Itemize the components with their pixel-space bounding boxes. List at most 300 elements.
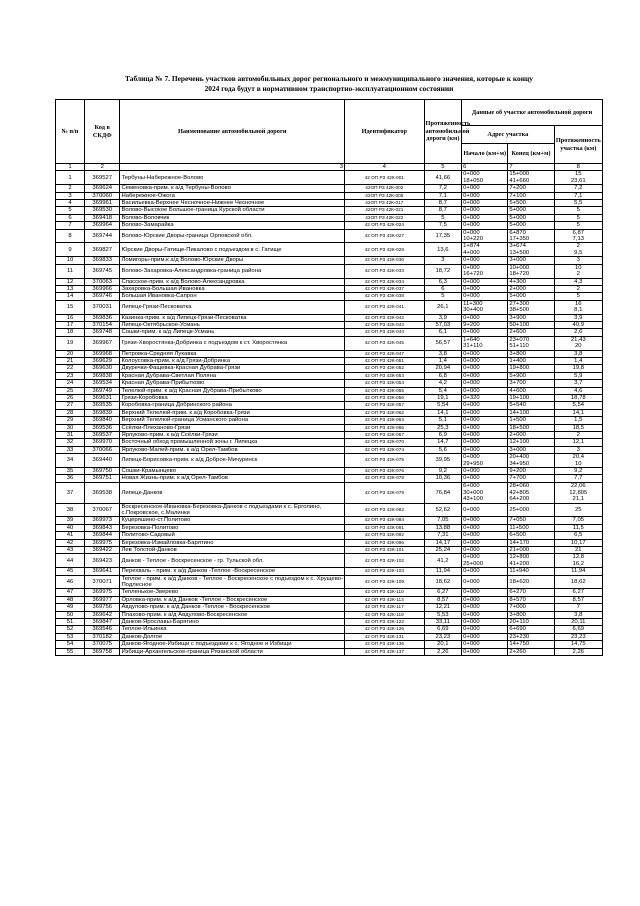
section-start-cell [462,329,508,336]
road-length: 11,94 [424,568,462,575]
section-length-cell [554,482,602,503]
road-length: 9,2 [424,468,462,475]
section-length: 18,78 [570,395,586,401]
section-length-cell [554,503,602,517]
section-end-cell [508,321,554,328]
header-road-name: Наименование автомобильной дороги [120,100,345,164]
section-length-cell [554,264,602,278]
section-start: 0+000 [463,568,480,575]
column-number: 5 [424,164,462,171]
section-length: 3,9 [574,314,583,321]
section-start-cell [462,633,508,640]
road-name: Авдулово-прим. к а/д Данков -Теплое - Воскресенское [120,604,345,611]
road-length: 52,62 [424,503,462,517]
section-end: 11+500 [509,524,529,531]
road-name: Волово-Воловчик [120,214,345,221]
table-row [56,641,603,648]
row-number: 47 [56,589,85,596]
section-start: 0+000 [463,314,480,321]
header-section-data: Данные об участке автомобильной дороги [462,100,603,126]
road-identifier: 42 ОП РЗ 42К-074 [345,446,425,453]
section-start-cell [462,641,508,648]
road-identifier: 42 ОП РЗ 42К-103 [345,568,425,575]
section-length-cell [554,278,602,285]
road-length: 6,3 [424,278,462,285]
road-name: Семеновка-прим. к а/д Тербуны-Волово [120,185,345,192]
road-length: 14,17 [424,539,462,546]
section-length: 12,805 [569,489,588,496]
road-name: Ломигоры-прим.к а/д Волово-Юрские Дворы [120,257,345,264]
skdf-code: 370031 [85,300,120,314]
column-number: 6 [462,164,508,171]
row-number: 51 [56,619,85,626]
road-length: 17,35 [424,229,462,243]
section-end: 7+700 [509,475,526,482]
table-row [56,503,603,517]
road-length: 7,5 [424,222,462,229]
table-row [56,517,603,524]
column-number: 8 [554,164,602,171]
section-length-cell [554,626,602,633]
road-length: 5,54 [424,402,462,409]
road-name: Липецк-Борисовка-прим. к а/д Доброе-Мичуринск [120,454,345,468]
section-length: 2 [576,432,580,439]
row-number: 44 [56,554,85,568]
section-start: 0+000 [463,222,480,229]
table-row [56,424,603,431]
section-end: 64+200 [509,495,530,502]
section-end: 34+950 [509,460,530,467]
road-name: Большая Ивановка-Сапрон [120,293,345,300]
section-start: 43+100 [463,495,483,502]
section-length-cell [554,200,602,207]
row-number: 13 [56,285,85,292]
section-length-cell [554,547,602,554]
road-name: Сошки-прим. к а/д Липецк-Усмань [120,329,345,336]
road-identifier: 42 ОП РЗ 42К-091 [345,524,425,531]
skdf-code: 369838 [85,372,120,379]
road-name: Березовка-Измайловка-Барятино [120,539,345,546]
section-end-cell [508,503,554,517]
section-start-cell [462,372,508,379]
skdf-code: 369744 [85,229,120,243]
road-name: Юрские Дворы-Гатище-Пикалово с подъездом в с. Гатище [120,243,345,257]
road-name: Коробовка-граница Добринского района [120,402,345,409]
section-end-cell [508,357,554,364]
section-length-cell [554,524,602,531]
section-length: 18,62 [570,578,586,585]
table-row [56,454,603,468]
road-name: Теплое-Ильинка [120,626,345,633]
section-start-cell [462,185,508,192]
road-name: Волово-Юрские Дворы-граница Орловской обл. [120,229,345,243]
table-row [56,482,603,503]
road-length: 6,69 [424,626,462,633]
section-length: 4,6 [574,387,583,394]
section-length-cell [554,336,602,350]
row-number: 22 [56,365,85,372]
road-identifier: 42 ОП РЗ 42К-028 [345,243,425,257]
section-length: 8,57 [572,596,585,603]
skdf-code: 369624 [85,185,120,192]
row-number: 49 [56,604,85,611]
skdf-code: 369839 [85,409,120,416]
section-start: 0+000 [463,446,480,453]
section-start: 0+000 [463,626,480,633]
section-length: 10 [575,264,582,271]
row-number: 50 [56,611,85,618]
road-identifier: 42ОП РЗ 42К-022 [345,214,425,221]
section-end: 2+260 [509,648,526,655]
row-number: 21 [56,357,85,364]
section-end: 3+000 [509,446,526,453]
skdf-code: 369836 [85,314,120,321]
section-end: 3+800 [509,350,526,357]
table-row [56,547,603,554]
row-number: 46 [56,575,85,589]
road-identifier: 42 ОП РЗ 42К-043 [345,321,425,328]
section-length: 25 [575,506,582,513]
row-number: 18 [56,329,85,336]
table-title-line-2: 2024 года будут в нормативном транспортно-эксплуатационном состоянии [204,83,454,93]
section-end: 10+000 [509,264,530,271]
skdf-code: 369756 [85,604,120,611]
section-length-cell [554,475,602,482]
section-start: 31+110 [463,343,483,350]
section-start: 0+000 [463,293,480,300]
section-end: 3+800 [509,611,526,618]
skdf-code: 370063 [85,278,120,285]
section-start-cell [462,409,508,416]
header-identifier: Идентификатор [345,100,425,164]
section-length: 21,1 [572,495,585,502]
section-end: 14+100 [509,409,530,416]
road-length: 2,26 [424,648,462,655]
road-length: 7,2 [424,185,462,192]
road-identifier: 42 ОП РЗ 42К-109 [345,575,425,589]
section-length: 16,2 [572,560,585,567]
section-length: 11,5 [572,524,584,531]
road-identifier: 42 ОП РЗ 42К-082 [345,503,425,517]
section-end-cell [508,222,554,229]
section-end-cell [508,524,554,531]
skdf-code: 369751 [85,475,120,482]
section-start: 9+200 [463,321,480,328]
road-length: 25,3 [424,424,462,431]
section-length: 14,75 [570,641,586,648]
skdf-code: 369630 [85,365,120,372]
row-number: 2 [56,185,85,192]
section-length: 19,8 [572,365,585,372]
section-start-cell [462,454,508,468]
skdf-code: 369968 [85,350,120,357]
table-row [56,214,603,221]
skdf-code: 369440 [85,454,120,468]
section-length: 7,7 [574,475,583,482]
section-length: 5,9 [574,372,583,379]
skdf-code: 369537 [85,432,120,439]
section-start: 29+950 [463,460,483,467]
section-start: 0+000 [463,192,480,199]
section-end-cell [508,532,554,539]
road-name: Захаровка-Большая Ивановка [120,285,345,292]
road-name: Плахово-прим. к а/д Авдулово-Воскресенское [120,611,345,618]
section-end: 25+000 [509,506,530,513]
road-length: 39,95 [424,454,462,468]
section-start-cell [462,517,508,524]
column-number: 1 [56,164,85,171]
section-length: 7,13 [572,236,585,243]
section-length-cell [554,365,602,372]
skdf-code: 370067 [85,503,120,517]
table-row [56,380,603,387]
skdf-code: 369967 [85,336,120,350]
skdf-code: 370075 [85,641,120,648]
section-length-cell [554,357,602,364]
section-length: 23,23 [570,633,586,640]
road-name: Ссёлки-Плеханово-Грязи [120,424,345,431]
section-end: 38+500 [509,307,530,314]
section-start: 0+000 [463,417,480,424]
road-length: 18,62 [424,575,462,589]
table-row [56,589,603,596]
table-row [56,229,603,243]
section-end: 6+870 [509,229,526,236]
section-length: 5,54 [572,402,585,409]
road-identifier: 42 ОП РЗ 42К-052 [345,365,425,372]
section-length-cell [554,314,602,321]
section-start-cell [462,300,508,314]
road-length: 19,1 [424,395,462,402]
road-identifier: 42 ОП РЗ 42К-078 [345,475,425,482]
section-length-cell [554,380,602,387]
section-end-cell [508,264,554,278]
section-start: 11+300 [463,300,483,307]
section-length: 21,43 [570,336,586,343]
road-length: 3 [424,257,462,264]
road-name: Ярлуково-Малей-прим. к а/д Орел-Тамбов [120,446,345,453]
road-length: 7,05 [424,517,462,524]
section-length-cell [554,257,602,264]
section-end: 41+200 [509,560,530,567]
section-start: 0+000 [463,633,480,640]
section-end: 3+900 [509,314,526,321]
table-row [56,524,603,531]
road-length: 5,4 [424,387,462,394]
table-row [56,222,603,229]
road-name: Петровка-Средняя Лукавка [120,350,345,357]
section-length: 2,26 [572,648,585,655]
road-identifier: 42 ОП РЗ 42К-054 [345,380,425,387]
section-end-cell [508,554,554,568]
row-number: 1 [56,171,85,185]
skdf-code: 369748 [85,329,120,336]
section-end: 12+800 [509,554,530,561]
row-number: 19 [56,336,85,350]
section-start: 0+000 [463,285,480,292]
road-name: Верхний Телелюй-граница Усманского района [120,417,345,424]
road-identifier: 42 ОП РЗ 42К-057 [345,402,425,409]
section-length-cell [554,532,602,539]
section-end: 19+800 [509,365,530,372]
section-start-cell [462,604,508,611]
section-end-cell [508,641,554,648]
section-end-cell [508,424,554,431]
table-row [56,207,603,214]
section-start: 0+000 [463,475,480,482]
skdf-code: 370071 [85,575,120,589]
section-length-cell [554,619,602,626]
section-length-cell [554,417,602,424]
section-start: 4+000 [463,249,480,256]
skdf-code: 369843 [85,524,120,531]
road-name: Новая Жизнь-прим. к а/д Орел-Тамбов [120,475,345,482]
section-end-cell [508,387,554,394]
table-row [56,626,603,633]
header-section-address: Адрес участка [462,126,554,144]
section-start-cell [462,432,508,439]
section-end: 2+600 [509,329,526,336]
road-length: 4,2 [424,380,462,387]
table-row [56,357,603,364]
section-length: 6,87 [572,229,585,236]
section-length-cell [554,387,602,394]
section-length: 6,5 [574,532,583,539]
table-row [56,278,603,285]
section-end-cell [508,372,554,379]
section-length: 1,4 [574,357,583,364]
section-end-cell [508,314,554,321]
section-start: 0+000 [463,409,480,416]
section-end-cell [508,380,554,387]
row-number: 53 [56,633,85,640]
section-start-cell [462,336,508,350]
row-number: 35 [56,468,85,475]
road-length: 3,8 [424,350,462,357]
section-end-cell [508,468,554,475]
section-length-cell [554,633,602,640]
row-number: 33 [56,446,85,453]
section-length-cell [554,372,602,379]
road-name: Волово-Замарайка [120,222,345,229]
section-start: 0+000 [463,506,480,513]
row-number: 7 [56,222,85,229]
road-name: Набережное-Ожога [120,192,345,199]
road-identifier: 42 ОП РЗ 42К-070 [345,439,425,446]
section-start-cell [462,285,508,292]
section-start-cell [462,446,508,453]
section-start: 0+000 [463,641,480,648]
table-row [56,439,603,446]
column-number: 2 [85,164,120,171]
skdf-code: 369827 [85,243,120,257]
road-length: 3,9 [424,314,462,321]
road-name: Восточный обход промышленной зоны г. Липецка [120,439,345,446]
section-end: 4+600 [509,387,526,394]
road-identifier: 42 ОП РЗ 42К-110 [345,589,425,596]
row-number: 32 [56,439,85,446]
skdf-code: 369745 [85,264,120,278]
road-identifier: 42 ОП РЗ 42К-131 [345,633,425,640]
table-title [55,74,603,93]
section-length: 10,17 [570,539,586,546]
section-end: 12+100 [509,439,530,446]
section-start: 0+000 [463,517,480,524]
section-end: 6+500 [509,532,526,539]
section-end: 15+000 [509,171,530,178]
section-length: 22,06 [570,483,586,490]
row-number: 24 [56,380,85,387]
section-length-cell [554,329,602,336]
row-number: 43 [56,547,85,554]
road-identifier: 42 ОП РЗ 42К-122 [345,619,425,626]
road-length: 8,7 [424,200,462,207]
section-start: 0+000 [463,264,480,271]
section-length-cell [554,171,602,185]
section-end-cell [508,192,554,199]
skdf-code: 369642 [85,611,120,618]
section-end: 18+720 [509,271,530,278]
road-identifier: 42 ОП РЗ 42К-030 [345,257,425,264]
road-identifier: 42 ОП РЗ 42К-075 [345,454,425,468]
section-length-cell [554,214,602,221]
road-length: 20,94 [424,365,462,372]
road-name: Верхний Телелюй-прим. к а/д Коробовка-Грязи [120,409,345,416]
section-end-cell [508,589,554,596]
section-end-cell [508,207,554,214]
skdf-code: 369546 [85,626,120,633]
section-start-cell [462,589,508,596]
skdf-code: 369844 [85,532,120,539]
table-row [56,475,603,482]
section-start: 16+720 [463,271,483,278]
row-number: 37 [56,482,85,503]
row-number: 42 [56,539,85,546]
road-identifier: 42 ОП РЗ 42К-001 [345,171,425,185]
row-number: 6 [56,214,85,221]
section-end-cell [508,350,554,357]
section-start-cell [462,380,508,387]
section-length: 16 [575,300,582,307]
section-end-cell [508,293,554,300]
section-start: 0+000 [463,524,480,531]
section-start-cell [462,395,508,402]
section-length-cell [554,243,602,257]
section-start-cell [462,171,508,185]
table-row [56,365,603,372]
column-number: 4 [345,164,425,171]
road-name: Воскресенское-Ивановка-Березовка-Данков с подъездами к с. Ерголино, с.Покровское, с.Малинки [120,503,345,517]
section-start: 0+000 [463,589,480,596]
section-length-cell [554,321,602,328]
section-start-cell [462,547,508,554]
section-start: 0+000 [463,402,480,409]
section-length: 3,8 [574,611,583,618]
road-identifier: 42 ОП РЗ 42К-044 [345,329,425,336]
section-start-cell [462,539,508,546]
section-length-cell [554,285,602,292]
road-length: 41,2 [424,554,462,568]
row-number: 30 [56,424,85,431]
section-end: 7+200 [509,185,526,192]
road-name: Тепленькое-Зверево [120,589,345,596]
section-length: 40,9 [572,321,585,328]
table-row [56,539,603,546]
table-row [56,200,603,207]
road-identifier: 42 ОП РЗ 42К-079 [345,482,425,503]
section-length: 2 [576,243,580,250]
road-length: 10,36 [424,475,462,482]
